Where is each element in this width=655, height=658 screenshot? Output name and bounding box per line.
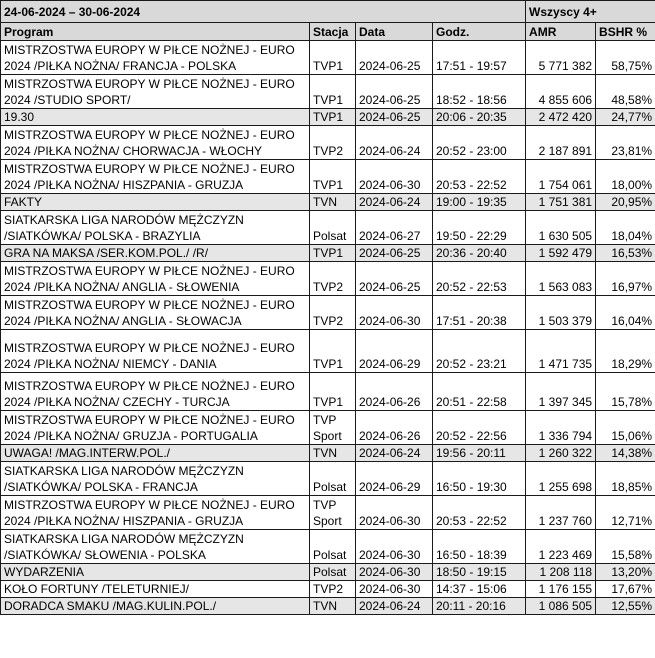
cell-time: 14:37 - 15:06 (433, 581, 526, 598)
cell-time: 18:52 - 18:56 (433, 75, 526, 109)
cell-date: 2024-06-24 (356, 126, 433, 160)
cell-amr: 5 771 382 (526, 41, 596, 75)
header-row-columns (1, 23, 655, 41)
cell-station: Polsat (310, 462, 356, 496)
col-bshr: BSHR % (596, 23, 655, 41)
cell-station: TVP2 (310, 262, 356, 296)
cell-program: SIATKARSKA LIGA NARODÓW MĘŻCZYZN /SIATKÓWKA/ SŁOWENIA - POLSKA (1, 530, 310, 564)
cell-bshr: 18,85% (596, 462, 655, 496)
cell-bshr: 13,20% (596, 564, 655, 581)
cell-program: 19.30 (1, 109, 310, 126)
cell-time: 20:52 - 23:00 (433, 126, 526, 160)
cell-program: MISTRZOSTWA EUROPY W PIŁCE NOŻNEJ - EURO 2024 /PIŁKA NOŻNA/ CZECHY - TURCJA (1, 373, 310, 411)
table-row (1, 411, 655, 445)
col-time: Godz. (433, 23, 526, 41)
cell-date: 2024-06-24 (356, 445, 433, 462)
cell-program: FAKTY (1, 194, 310, 211)
table-row (1, 194, 655, 211)
cell-amr: 1 255 698 (526, 462, 596, 496)
table-row (1, 581, 655, 598)
cell-amr: 1 176 155 (526, 581, 596, 598)
cell-station: Polsat (310, 564, 356, 581)
cell-bshr: 15,06% (596, 411, 655, 445)
cell-bshr: 23,81% (596, 126, 655, 160)
table-row (1, 598, 655, 615)
cell-date: 2024-06-24 (356, 194, 433, 211)
cell-bshr: 12,71% (596, 496, 655, 530)
header-row-period (1, 1, 655, 23)
table-row (1, 530, 655, 564)
cell-date: 2024-06-25 (356, 245, 433, 262)
cell-time: 20:52 - 22:53 (433, 262, 526, 296)
cell-date: 2024-06-25 (356, 109, 433, 126)
cell-amr: 2 472 420 (526, 109, 596, 126)
cell-bshr: 20,95% (596, 194, 655, 211)
cell-program: SIATKARSKA LIGA NARODÓW MĘŻCZYZN /SIATKÓWKA/ POLSKA - BRAZYLIA (1, 211, 310, 245)
cell-time: 17:51 - 20:38 (433, 296, 526, 330)
table-row (1, 445, 655, 462)
cell-time: 19:50 - 22:29 (433, 211, 526, 245)
cell-date: 2024-06-30 (356, 581, 433, 598)
cell-station: Polsat (310, 211, 356, 245)
table-row (1, 564, 655, 581)
cell-program: MISTRZOSTWA EUROPY W PIŁCE NOŻNEJ - EURO 2024 /PIŁKA NOŻNA/ ANGLIA - SŁOWENIA (1, 262, 310, 296)
cell-amr: 1 592 479 (526, 245, 596, 262)
cell-program: MISTRZOSTWA EUROPY W PIŁCE NOŻNEJ - EURO 2024 /PIŁKA NOŻNA/ HISZPANIA - GRUZJA (1, 496, 310, 530)
cell-bshr: 16,53% (596, 245, 655, 262)
table-row (1, 41, 655, 75)
cell-amr: 2 187 891 (526, 126, 596, 160)
cell-bshr: 15,78% (596, 373, 655, 411)
cell-amr: 1 471 735 (526, 330, 596, 373)
cell-station: TVP1 (310, 75, 356, 109)
cell-time: 20:51 - 22:58 (433, 373, 526, 411)
cell-time: 16:50 - 19:30 (433, 462, 526, 496)
table-row (1, 496, 655, 530)
cell-date: 2024-06-30 (356, 564, 433, 581)
audience-label: Wszyscy 4+ (526, 1, 655, 23)
cell-amr: 1 237 760 (526, 496, 596, 530)
cell-station: TVP1 (310, 245, 356, 262)
cell-program: MISTRZOSTWA EUROPY W PIŁCE NOŻNEJ - EURO 2024 /STUDIO SPORT/ (1, 75, 310, 109)
cell-date: 2024-06-30 (356, 296, 433, 330)
cell-station: TVN (310, 445, 356, 462)
cell-bshr: 24,77% (596, 109, 655, 126)
table-row (1, 109, 655, 126)
cell-amr: 1 563 083 (526, 262, 596, 296)
cell-station: TVN (310, 598, 356, 615)
cell-amr: 1 751 381 (526, 194, 596, 211)
cell-time: 20:52 - 23:21 (433, 330, 526, 373)
cell-station: TVP1 (310, 109, 356, 126)
cell-program: MISTRZOSTWA EUROPY W PIŁCE NOŻNEJ - EURO 2024 /PIŁKA NOŻNA/ GRUZJA - PORTUGALIA (1, 411, 310, 445)
cell-bshr: 18,29% (596, 330, 655, 373)
cell-time: 20:11 - 20:16 (433, 598, 526, 615)
cell-date: 2024-06-26 (356, 373, 433, 411)
cell-date: 2024-06-27 (356, 211, 433, 245)
cell-date: 2024-06-25 (356, 41, 433, 75)
cell-bshr: 14,38% (596, 445, 655, 462)
cell-time: 17:51 - 19:57 (433, 41, 526, 75)
cell-date: 2024-06-30 (356, 530, 433, 564)
cell-time: 20:36 - 20:40 (433, 245, 526, 262)
cell-station: TVP1 (310, 330, 356, 373)
cell-station: TVP2 (310, 581, 356, 598)
cell-station: TVP2 (310, 296, 356, 330)
cell-bshr: 18,04% (596, 211, 655, 245)
table-row (1, 211, 655, 245)
col-date: Data (356, 23, 433, 41)
table-row (1, 245, 655, 262)
cell-bshr: 17,67% (596, 581, 655, 598)
cell-program: WYDARZENIA (1, 564, 310, 581)
table-row (1, 296, 655, 330)
table-row (1, 75, 655, 109)
table-row (1, 373, 655, 411)
cell-station: TVP1 (310, 160, 356, 194)
cell-time: 20:53 - 22:52 (433, 496, 526, 530)
cell-program: UWAGA! /MAG.INTERW.POL./ (1, 445, 310, 462)
cell-program: MISTRZOSTWA EUROPY W PIŁCE NOŻNEJ - EURO 2024 /PIŁKA NOŻNA/ ANGLIA - SŁOWACJA (1, 296, 310, 330)
cell-amr: 1 503 379 (526, 296, 596, 330)
cell-amr: 1 208 118 (526, 564, 596, 581)
cell-amr: 4 855 606 (526, 75, 596, 109)
col-program: Program (1, 23, 310, 41)
cell-station: TVP1 (310, 41, 356, 75)
cell-date: 2024-06-29 (356, 462, 433, 496)
cell-program: KOŁO FORTUNY /TELETURNIEJ/ (1, 581, 310, 598)
cell-date: 2024-06-29 (356, 330, 433, 373)
cell-bshr: 16,97% (596, 262, 655, 296)
cell-date: 2024-06-24 (356, 598, 433, 615)
cell-time: 18:50 - 19:15 (433, 564, 526, 581)
cell-bshr: 12,55% (596, 598, 655, 615)
table-row (1, 160, 655, 194)
cell-time: 20:52 - 22:56 (433, 411, 526, 445)
cell-time: 20:06 - 20:35 (433, 109, 526, 126)
cell-program: MISTRZOSTWA EUROPY W PIŁCE NOŻNEJ - EURO 2024 /PIŁKA NOŻNA/ CHORWACJA - WŁOCHY (1, 126, 310, 160)
cell-program: MISTRZOSTWA EUROPY W PIŁCE NOŻNEJ - EURO 2024 /PIŁKA NOŻNA/ FRANCJA - POLSKA (1, 41, 310, 75)
col-amr: AMR (526, 23, 596, 41)
cell-bshr: 16,04% (596, 296, 655, 330)
cell-amr: 1 260 322 (526, 445, 596, 462)
cell-bshr: 18,00% (596, 160, 655, 194)
cell-date: 2024-06-25 (356, 262, 433, 296)
col-station: Stacja (310, 23, 356, 41)
cell-program: GRA NA MAKSA /SER.KOM.POL./ /R/ (1, 245, 310, 262)
cell-time: 19:00 - 19:35 (433, 194, 526, 211)
cell-date: 2024-06-30 (356, 160, 433, 194)
table-row (1, 126, 655, 160)
table-body (1, 41, 655, 615)
cell-station: Polsat (310, 530, 356, 564)
cell-bshr: 58,75% (596, 41, 655, 75)
cell-station: TVN (310, 194, 356, 211)
cell-station: TVP Sport (310, 411, 356, 445)
cell-date: 2024-06-30 (356, 496, 433, 530)
cell-amr: 1 397 345 (526, 373, 596, 411)
cell-time: 19:56 - 20:11 (433, 445, 526, 462)
cell-station: TVP1 (310, 373, 356, 411)
cell-program: MISTRZOSTWA EUROPY W PIŁCE NOŻNEJ - EURO 2024 /PIŁKA NOŻNA/ HISZPANIA - GRUZJA (1, 160, 310, 194)
cell-amr: 1 754 061 (526, 160, 596, 194)
cell-bshr: 15,58% (596, 530, 655, 564)
cell-station: TVP Sport (310, 496, 356, 530)
cell-program: MISTRZOSTWA EUROPY W PIŁCE NOŻNEJ - EURO 2024 /PIŁKA NOŻNA/ NIEMCY - DANIA (1, 330, 310, 373)
cell-amr: 1 086 505 (526, 598, 596, 615)
table-row (1, 262, 655, 296)
cell-date: 2024-06-26 (356, 411, 433, 445)
cell-bshr: 48,58% (596, 75, 655, 109)
cell-station: TVP2 (310, 126, 356, 160)
table-row (1, 462, 655, 496)
table-row (1, 330, 655, 373)
date-range: 24-06-2024 – 30-06-2024 (1, 1, 526, 23)
cell-amr: 1 336 794 (526, 411, 596, 445)
cell-amr: 1 630 505 (526, 211, 596, 245)
cell-amr: 1 223 469 (526, 530, 596, 564)
cell-time: 16:50 - 18:39 (433, 530, 526, 564)
cell-date: 2024-06-25 (356, 75, 433, 109)
cell-program: SIATKARSKA LIGA NARODÓW MĘŻCZYZN /SIATKÓWKA/ POLSKA - FRANCJA (1, 462, 310, 496)
cell-program: DORADCA SMAKU /MAG.KULIN.POL./ (1, 598, 310, 615)
cell-time: 20:53 - 22:52 (433, 160, 526, 194)
